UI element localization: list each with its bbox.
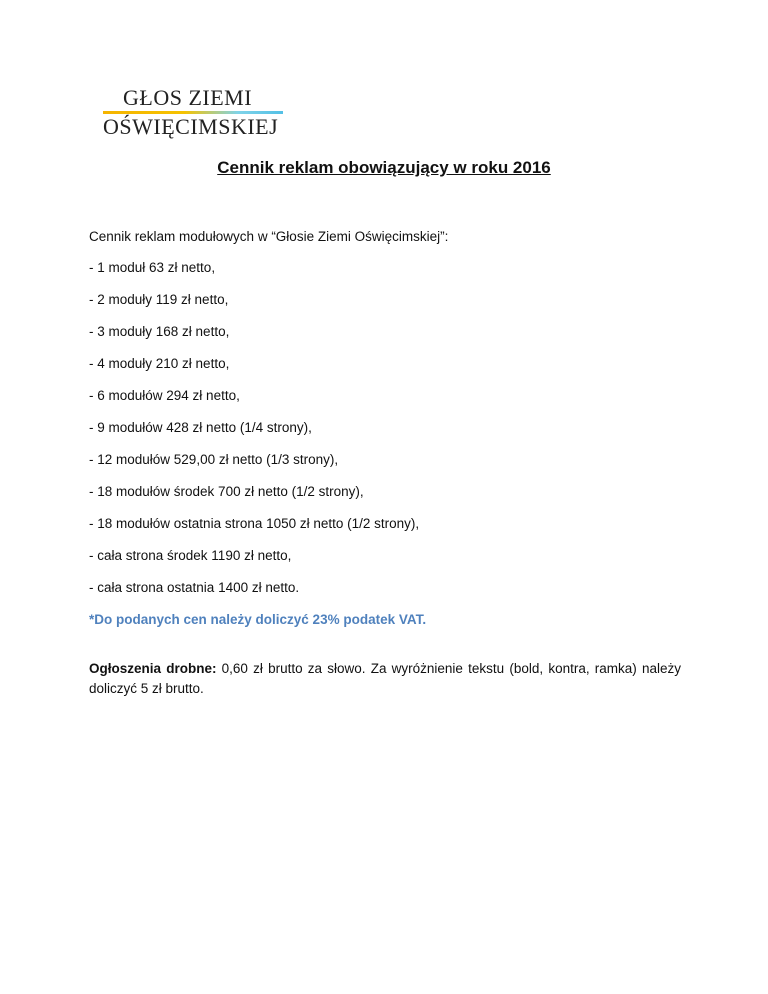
price-item-18-modules-last: - 18 modułów ostatnia strona 1050 zł netto (1/2 strony), <box>89 516 420 531</box>
price-list <box>89 259 681 611</box>
logo-line-2: OŚWIĘCIMSKIEJ <box>103 114 279 139</box>
price-item-9-modules: - 9 modułów 428 zł netto (1/4 strony), <box>89 420 312 435</box>
price-item-1-module: - 1 moduł 63 zł netto, <box>89 260 216 275</box>
price-item-4-modules: - 4 moduły 210 zł netto, <box>89 356 230 371</box>
classifieds-label: Ogłoszenia drobne: <box>89 661 217 676</box>
price-item-18-modules-middle: - 18 modułów środek 700 zł netto (1/2 strony), <box>89 484 364 499</box>
newspaper-logo <box>103 86 283 140</box>
classifieds-text: 0,60 zł brutto za słowo. Za wyróżnienie tekstu (bold, kontra, ramka) należy doliczyć 5 zł brutto. <box>89 661 682 696</box>
price-item-12-modules: - 12 modułów 529,00 zł netto (1/3 strony), <box>89 452 339 467</box>
price-item-full-page-middle: - cała strona środek 1190 zł netto, <box>89 548 292 563</box>
price-item-3-modules: - 3 moduły 168 zł netto, <box>89 324 230 339</box>
price-list-intro: Cennik reklam modułowych w “Głosie Ziemi Oświęcimskiej”: <box>89 229 449 244</box>
page-title: Cennik reklam obowiązujący w roku 2016 <box>217 158 551 177</box>
logo-line-1: GŁOS ZIEMI <box>123 85 253 110</box>
vat-note: *Do podanych cen należy doliczyć 23% podatek VAT. <box>89 612 427 627</box>
price-item-full-page-last: - cała strona ostatnia 1400 zł netto. <box>89 580 300 595</box>
price-item-6-modules: - 6 modułów 294 zł netto, <box>89 388 240 403</box>
document-body <box>89 228 681 699</box>
classifieds-paragraph <box>89 659 681 699</box>
price-item-2-modules: - 2 moduły 119 zł netto, <box>89 292 229 307</box>
